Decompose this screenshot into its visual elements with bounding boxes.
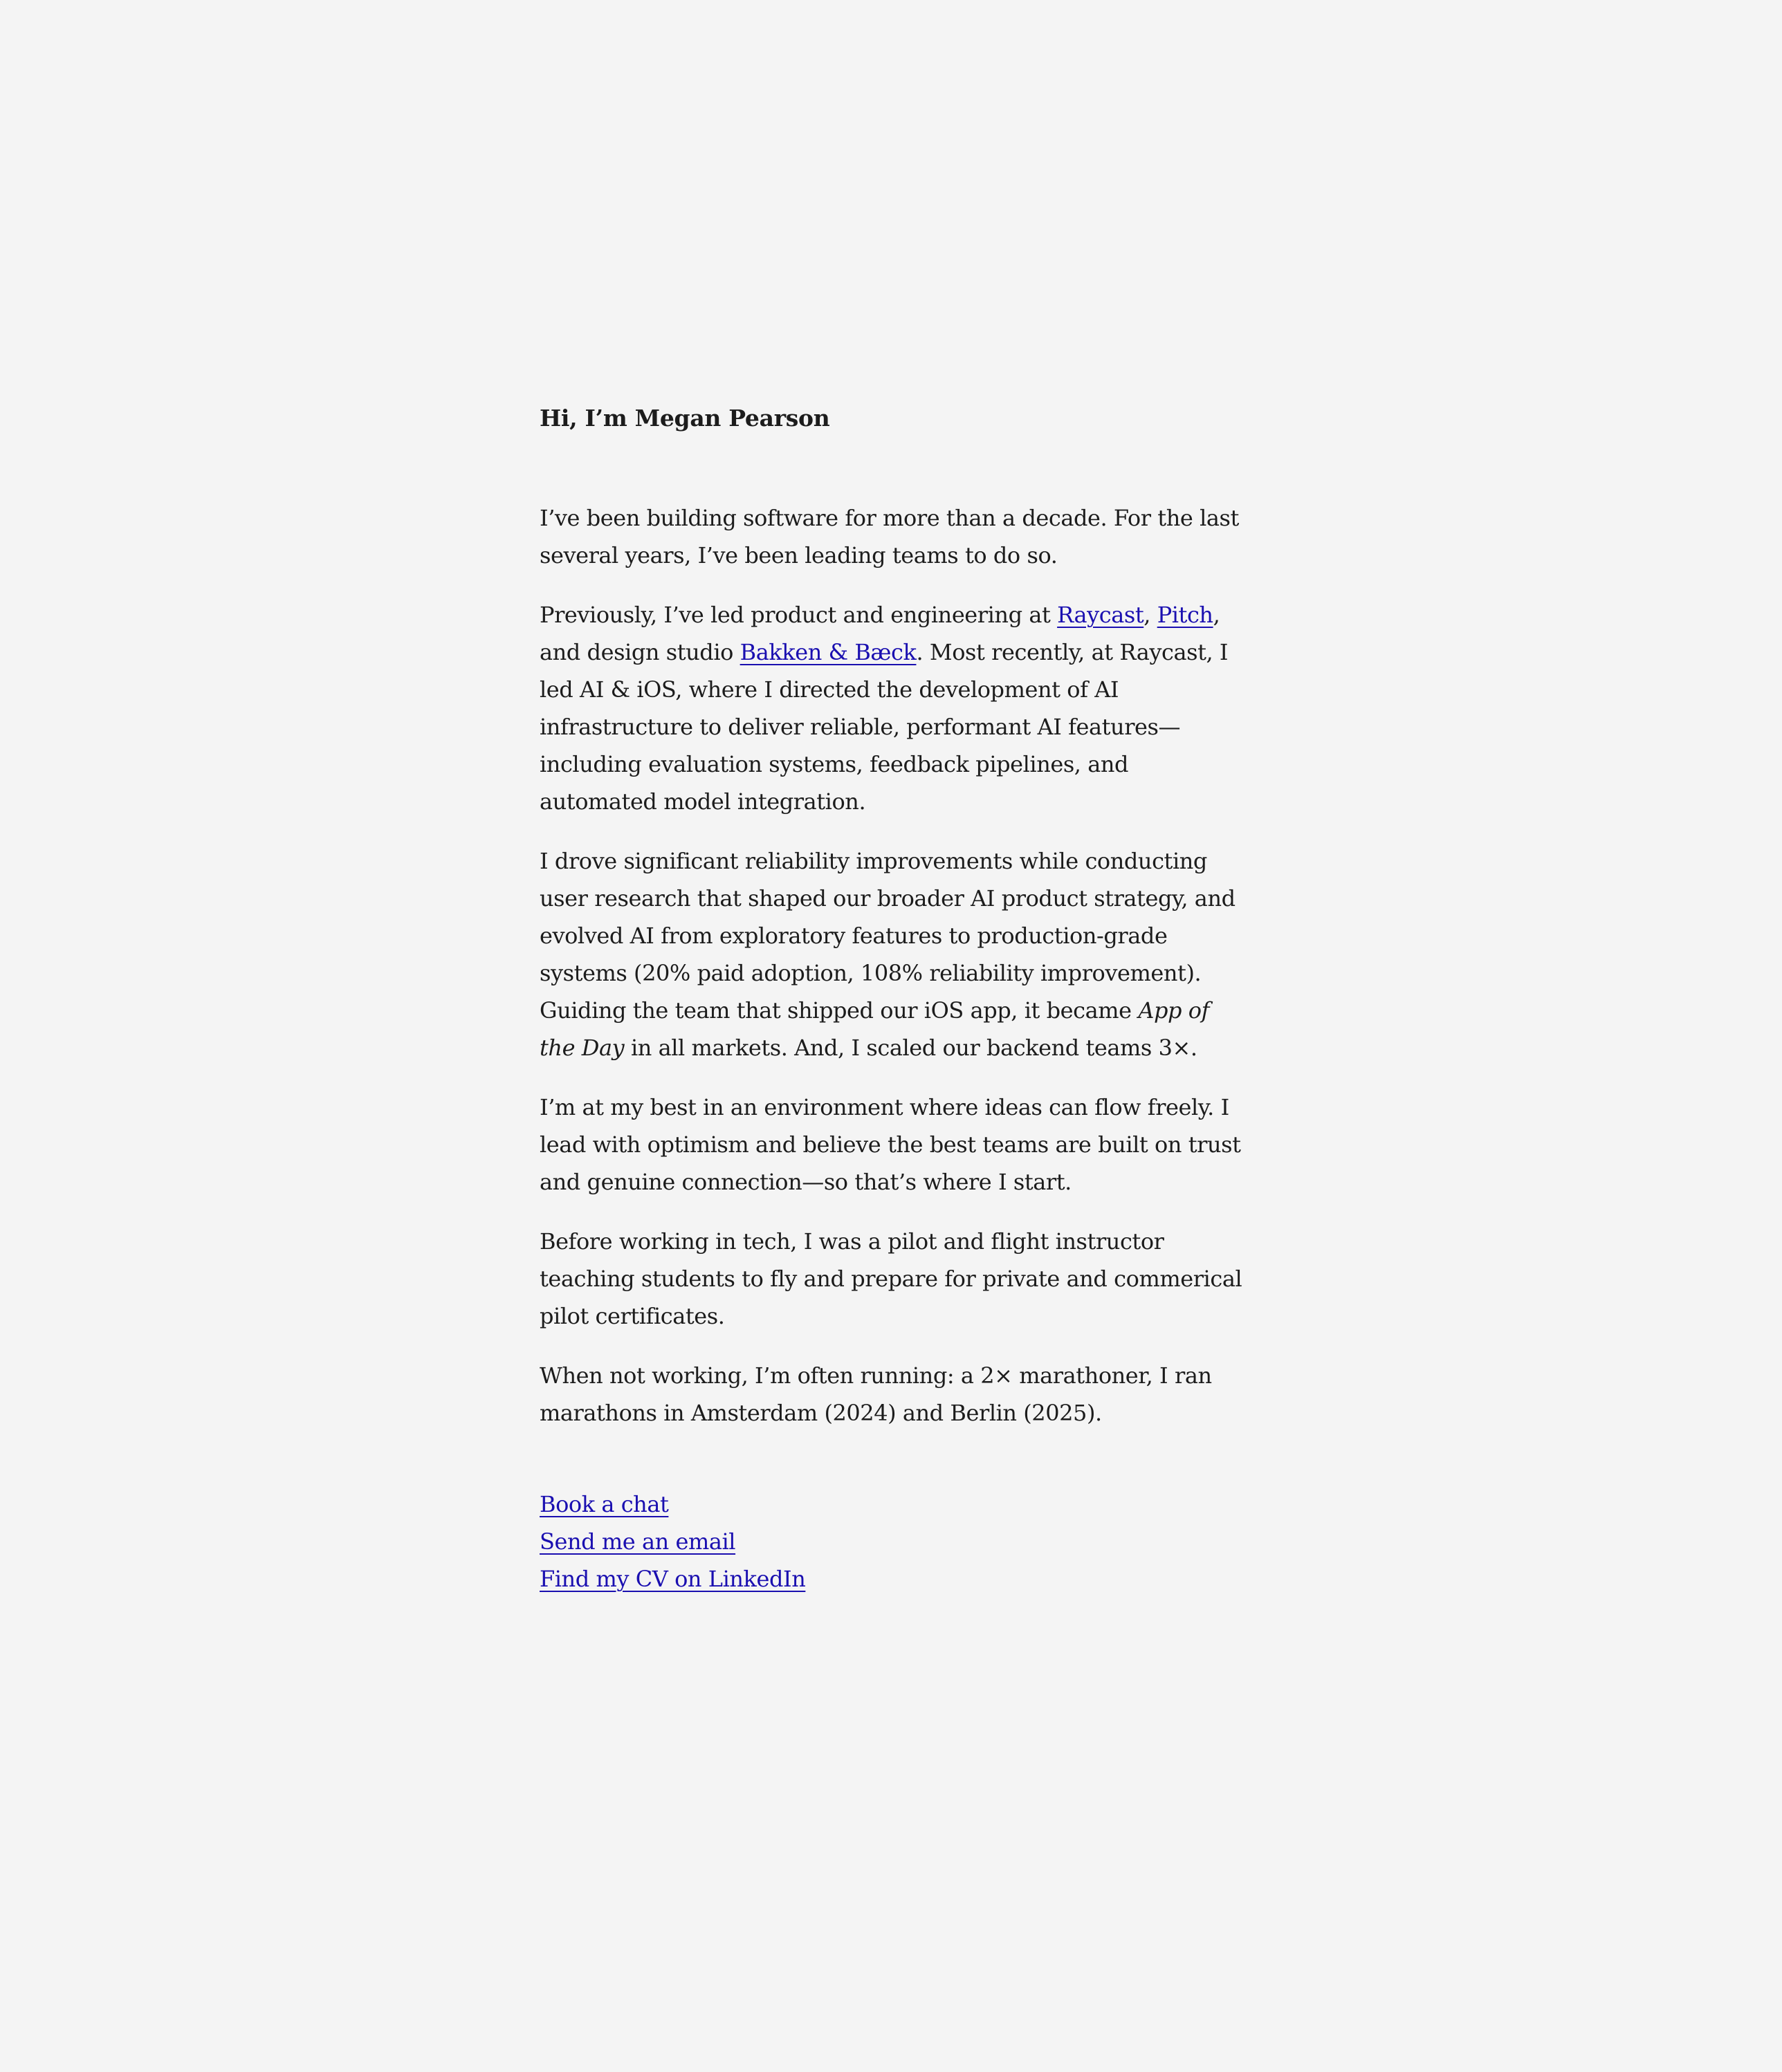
bio-paragraph-intro: I’ve been building software for more than a decade. For the last several years, I’ve been leading teams to do so. (540, 505, 1239, 568)
bio-section (540, 499, 1245, 1432)
book-chat-link[interactable]: Book a chat (540, 1491, 669, 1517)
contact-links (540, 1486, 1245, 1598)
linkedin-cv-link[interactable]: Find my CV on LinkedIn (540, 1566, 806, 1592)
bio-paragraph-pilot: Before working in tech, I was a pilot and flight instructor teaching students to fly and prepare for private and commerical pilot certificates. (540, 1228, 1242, 1329)
send-email-link[interactable]: Send me an email (540, 1528, 736, 1555)
text-segment: , and design studio (540, 602, 1220, 665)
raycast-link[interactable]: Raycast (1057, 602, 1144, 628)
text-segment: , (1143, 602, 1157, 628)
bio-paragraph-achievements (540, 842, 1245, 1066)
main-content (540, 400, 1245, 1598)
bio-paragraph-values: I’m at my best in an environment where ideas can flow freely. I lead with optimism and believe the best teams are built on trust and genuine connection—so that’s where I start. (540, 1094, 1241, 1195)
text-segment: . Most recently, at Raycast, I led AI & iOS, where I directed the development of AI infrastructure to deliver reliable, performant AI features—including evaluation systems, feedback pipelines, and automated model integration. (540, 639, 1229, 815)
text-segment: Previously, I’ve led product and engineering at (540, 602, 1058, 628)
bakken-baeck-link[interactable]: Bakken & Bæck (740, 639, 917, 665)
app-of-the-day-emphasis: App of the Day (540, 997, 1210, 1061)
text-segment: I drove significant reliability improvements while conducting user research that shaped our broader AI product strategy, and evolved AI from exploratory features to production-grade systems (20% paid adoption, 108% reliability improvement). Guiding the team that shipped our iOS app, it became (540, 848, 1236, 1024)
bio-paragraph-running: When not working, I’m often running: a 2× marathoner, I ran marathons in Amsterdam (2024) and Berlin (2025). (540, 1362, 1212, 1426)
page-title: Hi, I’m Megan Pearson (540, 405, 830, 432)
text-segment: in all markets. And, I scaled our backend teams 3×. (624, 1035, 1197, 1061)
bio-paragraph-experience (540, 596, 1245, 820)
pitch-link[interactable]: Pitch (1157, 602, 1213, 628)
